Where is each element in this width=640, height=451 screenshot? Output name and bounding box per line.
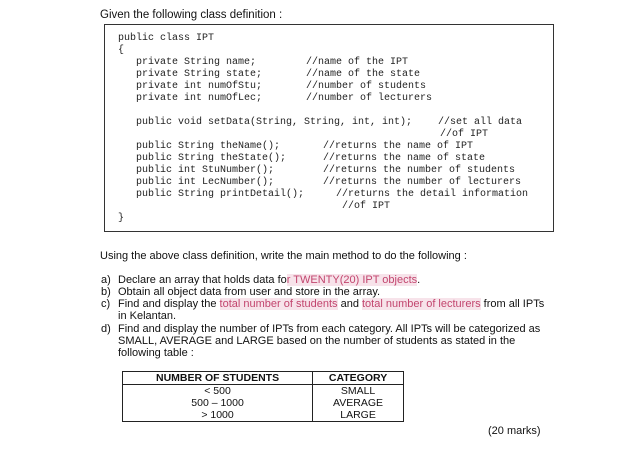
- code-field-comment: //number of students: [306, 81, 427, 92]
- task-c-pre: Find and display the: [118, 298, 220, 310]
- code-field-decl: private int numOfLec;: [136, 93, 263, 104]
- task-c-label: c): [101, 298, 111, 310]
- cell-category: LARGE: [313, 409, 404, 422]
- cell-students-range: < 500: [123, 385, 313, 398]
- task-d-text-line1: Find and display the number of IPTs from each category. All IPTs will be categorized as: [118, 323, 541, 335]
- task-d-text-line2: SMALL, AVERAGE and LARGE based on the number of students as stated in the: [118, 335, 516, 347]
- code-method-comment: //returns the name of state: [323, 153, 486, 164]
- table-row: [123, 385, 404, 398]
- task-c-post: from all IPTs: [480, 298, 545, 310]
- instruction-text: Using the above class definition, write the main method to do the following :: [100, 250, 467, 262]
- task-c-text: [118, 298, 544, 311]
- code-method-decl: public int StuNumber();: [136, 165, 275, 176]
- code-method-decl: public String printDetail();: [136, 189, 305, 200]
- code-field-decl: private String name;: [136, 57, 257, 68]
- code-field-comment: //number of lecturers: [306, 93, 433, 104]
- code-field-decl: private int numOfStu;: [136, 81, 263, 92]
- cell-students-range: > 1000: [123, 409, 313, 422]
- code-method-comment-cont: //of IPT: [342, 201, 391, 212]
- cell-category: SMALL: [313, 385, 404, 398]
- code-open-brace: {: [118, 45, 125, 56]
- task-c-mid: and: [337, 298, 362, 310]
- task-a-post: .: [417, 274, 421, 286]
- task-c-highlight-lecturers: total number of lecturers: [362, 298, 481, 310]
- task-c-highlight-students: total number of students: [219, 298, 338, 310]
- code-method-decl: public String theState();: [136, 153, 287, 164]
- code-setdata-comment: //set all data: [438, 117, 523, 128]
- task-d-label: d): [101, 323, 111, 335]
- task-b-text: Obtain all object data from user and store in the array.: [118, 286, 381, 298]
- table-row: [123, 397, 404, 409]
- header-category: CATEGORY: [313, 372, 404, 385]
- code-class-line: public class IPT: [118, 33, 215, 44]
- code-field-decl: private String state;: [136, 69, 263, 80]
- code-setdata-comment-cont: //of IPT: [440, 129, 489, 140]
- code-method-comment: //returns the name of IPT: [323, 141, 474, 152]
- code-method-comment: //returns the number of students: [323, 165, 516, 176]
- category-table: [122, 371, 404, 422]
- code-method-comment: //returns the detail information: [336, 189, 529, 200]
- code-method-decl: public String theName();: [136, 141, 281, 152]
- code-field-comment: //name of the state: [306, 69, 421, 80]
- task-d-text-line3: following table :: [118, 347, 194, 359]
- table-row: [123, 409, 404, 422]
- task-a-pre: Declare an array that holds data fo: [118, 274, 287, 286]
- task-b-label: b): [101, 286, 111, 298]
- code-field-comment: //name of the IPT: [306, 57, 409, 68]
- task-a-label: a): [101, 274, 111, 286]
- task-a-highlight: r TWENTY(20) IPT objects: [286, 274, 418, 286]
- table-header-row: [123, 372, 404, 385]
- code-method-decl: public int LecNumber();: [136, 177, 275, 188]
- task-c-text-line2: in Kelantan.: [118, 310, 177, 322]
- header-number-of-students: NUMBER OF STUDENTS: [123, 372, 313, 385]
- cell-category: AVERAGE: [313, 397, 404, 409]
- cell-students-range: 500 – 1000: [123, 397, 313, 409]
- marks-text: (20 marks): [488, 425, 541, 437]
- code-setdata-decl: public void setData(String, String, int, int);: [136, 117, 413, 128]
- intro-text: Given the following class definition :: [100, 9, 283, 21]
- code-close-brace: }: [118, 213, 125, 224]
- code-method-comment: //returns the number of lecturers: [323, 177, 522, 188]
